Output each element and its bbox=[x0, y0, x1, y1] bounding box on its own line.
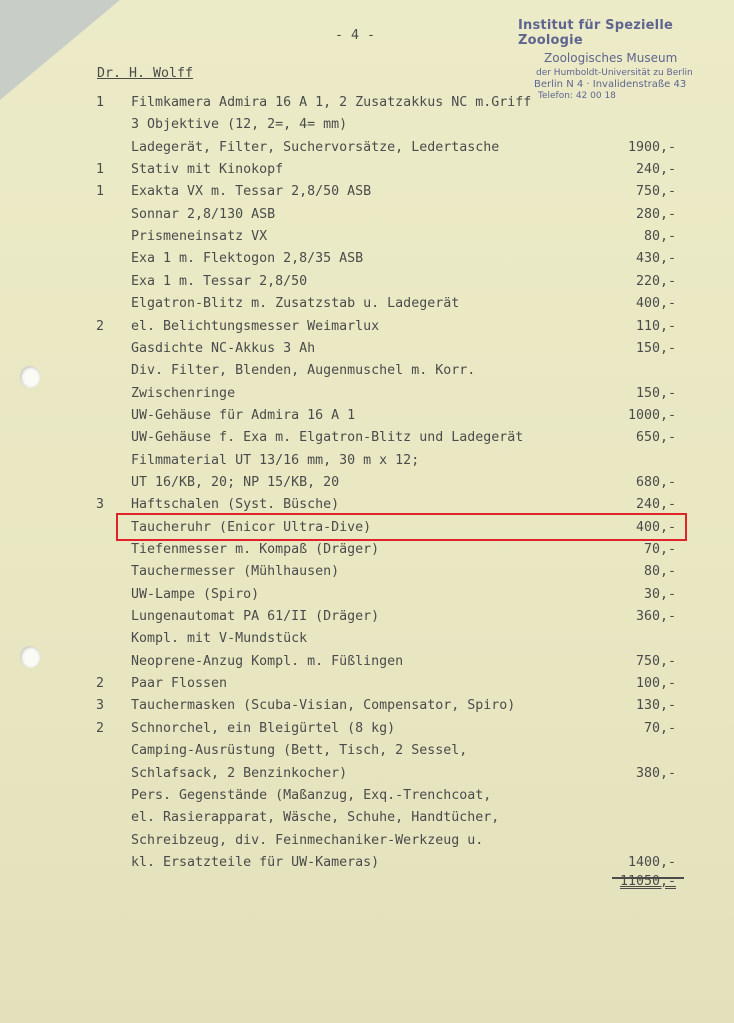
stamp-line: Zoologisches Museum bbox=[544, 51, 678, 65]
item-description: Stativ mit Kinokopf bbox=[131, 162, 284, 178]
folded-corner bbox=[0, 0, 120, 100]
item-description: UW-Gehäuse f. Exa m. Elgatron-Blitz und Ladegerät bbox=[131, 430, 524, 446]
item-price: 220,- bbox=[635, 273, 676, 289]
stamp-line: Telefon: 42 00 18 bbox=[538, 91, 616, 101]
item-price: 70,- bbox=[643, 542, 676, 557]
item-description: Neoprene-Anzug Kompl. m. Füßlingen bbox=[131, 653, 404, 669]
page-number: - 4 - bbox=[335, 28, 376, 43]
item-price: 750,- bbox=[635, 653, 676, 669]
item-description: 3 Objektive (12, 2=, 4= mm) bbox=[131, 117, 348, 133]
item-description: Ladegerät, Filter, Suchervorsätze, Ledertasche bbox=[131, 139, 500, 155]
item-description: el. Belichtungsmesser Weimarlux bbox=[131, 318, 380, 334]
item-description: Filmmaterial UT 13/16 mm, 30 m x 12; bbox=[131, 452, 420, 468]
list-item bbox=[0, 204, 734, 226]
list-item bbox=[0, 293, 734, 315]
list-item bbox=[0, 271, 734, 293]
author-heading: Dr. H. Wolff bbox=[97, 66, 194, 81]
list-item bbox=[0, 561, 734, 583]
item-description: Elgatron-Blitz m. Zusatzstab u. Ladegerät bbox=[131, 296, 460, 312]
list-item bbox=[0, 383, 734, 405]
list-item bbox=[0, 159, 734, 181]
item-price: 150,- bbox=[635, 340, 676, 356]
item-description: UT 16/KB, 20; NP 15/KB, 20 bbox=[131, 474, 340, 490]
item-price: 110,- bbox=[635, 318, 676, 334]
item-price: 1400,- bbox=[627, 854, 676, 870]
item-price: 70,- bbox=[643, 720, 676, 736]
list-item bbox=[0, 584, 734, 606]
item-price: 400,- bbox=[635, 519, 676, 535]
item-price: 400,- bbox=[635, 296, 676, 312]
list-item bbox=[0, 740, 734, 762]
list-item bbox=[0, 338, 734, 360]
stamp-line: Berlin N 4 · Invalidenstraße 43 bbox=[534, 79, 687, 90]
item-quantity: 2 bbox=[96, 676, 105, 692]
list-item bbox=[0, 472, 734, 494]
item-quantity: 2 bbox=[96, 720, 105, 736]
item-quantity: 3 bbox=[96, 698, 105, 714]
list-item bbox=[0, 763, 734, 785]
item-description: Tauchermasken (Scuba-Visian, Compensator, Spiro) bbox=[131, 698, 516, 714]
stamp-line: der Humboldt-Universität zu Berlin bbox=[536, 68, 693, 78]
item-description: Exa 1 m. Flektogon 2,8/35 ASB bbox=[131, 251, 364, 267]
list-item bbox=[0, 248, 734, 270]
list-item bbox=[0, 137, 734, 159]
item-description: UW-Gehäuse für Admira 16 A 1 bbox=[131, 407, 356, 423]
item-price: 80,- bbox=[643, 229, 676, 245]
item-price: 150,- bbox=[635, 385, 676, 401]
item-description: Tiefenmesser m. Kompaß (Dräger) bbox=[131, 542, 380, 557]
list-item bbox=[0, 628, 734, 650]
item-description: Schlafsack, 2 Benzinkocher) bbox=[131, 765, 348, 781]
list-item bbox=[0, 405, 734, 427]
item-quantity: 1 bbox=[96, 162, 105, 178]
stamp-line: Institut für Spezielle Zoologie bbox=[518, 18, 674, 48]
item-description: Pers. Gegenstände (Maßanzug, Exq.-Trenchcoat, bbox=[131, 787, 492, 803]
item-description: Zwischenringe bbox=[131, 385, 236, 401]
item-description: Gasdichte NC-Akkus 3 Ah bbox=[131, 340, 316, 356]
list-item bbox=[0, 360, 734, 382]
item-description: Lungenautomat PA 61/II (Dräger) bbox=[131, 609, 380, 625]
list-item bbox=[0, 226, 734, 248]
item-description: Kompl. mit V-Mundstück bbox=[131, 631, 308, 647]
item-quantity: 2 bbox=[96, 318, 105, 334]
list-item bbox=[0, 114, 734, 136]
list-item bbox=[0, 316, 734, 338]
item-description: Sonnar 2,8/130 ASB bbox=[131, 206, 276, 222]
highlight-box bbox=[116, 513, 687, 541]
item-price: 360,- bbox=[635, 609, 676, 625]
item-price: 240,- bbox=[635, 162, 676, 178]
item-price: 280,- bbox=[635, 206, 676, 222]
item-price: 30,- bbox=[643, 586, 676, 602]
item-description: kl. Ersatzteile für UW-Kameras) bbox=[131, 854, 380, 870]
item-price: 680,- bbox=[635, 474, 676, 490]
list-item bbox=[0, 651, 734, 673]
item-price: 650,- bbox=[635, 430, 676, 446]
item-price: 1000,- bbox=[627, 407, 676, 423]
item-description: Schnorchel, ein Bleigürtel (8 kg) bbox=[131, 720, 396, 736]
list-item bbox=[0, 606, 734, 628]
item-description: Paar Flossen bbox=[131, 676, 228, 692]
item-price: 430,- bbox=[635, 251, 676, 267]
item-description: Schreibzeug, div. Feinmechaniker-Werkzeug u. bbox=[131, 832, 484, 848]
item-description: Exakta VX m. Tessar 2,8/50 ASB bbox=[131, 184, 372, 200]
list-item bbox=[0, 695, 734, 717]
item-description: Exa 1 m. Tessar 2,8/50 bbox=[131, 273, 308, 289]
total-amount: 11050,- bbox=[619, 874, 676, 889]
item-description: UW-Lampe (Spiro) bbox=[131, 586, 260, 602]
list-item bbox=[0, 830, 734, 852]
item-price: 1900,- bbox=[627, 139, 676, 155]
list-item bbox=[0, 718, 734, 740]
item-description: Filmkamera Admira 16 A 1, 2 Zusatzakkus NC m.Griff bbox=[131, 95, 532, 110]
list-item bbox=[0, 92, 734, 114]
item-description: Prismeneinsatz VX bbox=[131, 229, 268, 245]
list-item bbox=[0, 785, 734, 807]
list-item bbox=[0, 450, 734, 472]
list-item bbox=[0, 807, 734, 829]
item-price: 130,- bbox=[635, 698, 676, 714]
item-description: el. Rasierapparat, Wäsche, Schuhe, Handtücher, bbox=[131, 810, 500, 826]
item-description: Haftschalen (Syst. Büsche) bbox=[131, 497, 340, 513]
item-price: 100,- bbox=[635, 676, 676, 692]
item-quantity: 1 bbox=[96, 184, 105, 200]
item-quantity: 1 bbox=[96, 95, 105, 110]
item-price: 380,- bbox=[635, 765, 676, 781]
item-description: Taucheruhr (Enicor Ultra-Dive) bbox=[131, 519, 372, 535]
item-description: Camping-Ausrüstung (Bett, Tisch, 2 Sessel, bbox=[131, 743, 468, 759]
item-quantity: 3 bbox=[96, 497, 105, 513]
list-item bbox=[0, 673, 734, 695]
list-item bbox=[0, 539, 734, 561]
list-item bbox=[0, 427, 734, 449]
institute-stamp bbox=[518, 18, 733, 101]
item-description: Div. Filter, Blenden, Augenmuschel m. Korr. bbox=[131, 363, 476, 379]
item-description: Tauchermesser (Mühlhausen) bbox=[131, 564, 340, 580]
total-row bbox=[0, 871, 734, 893]
item-price: 750,- bbox=[635, 184, 676, 200]
item-price: 240,- bbox=[635, 497, 676, 513]
list-item bbox=[0, 181, 734, 203]
item-price: 80,- bbox=[643, 564, 676, 580]
